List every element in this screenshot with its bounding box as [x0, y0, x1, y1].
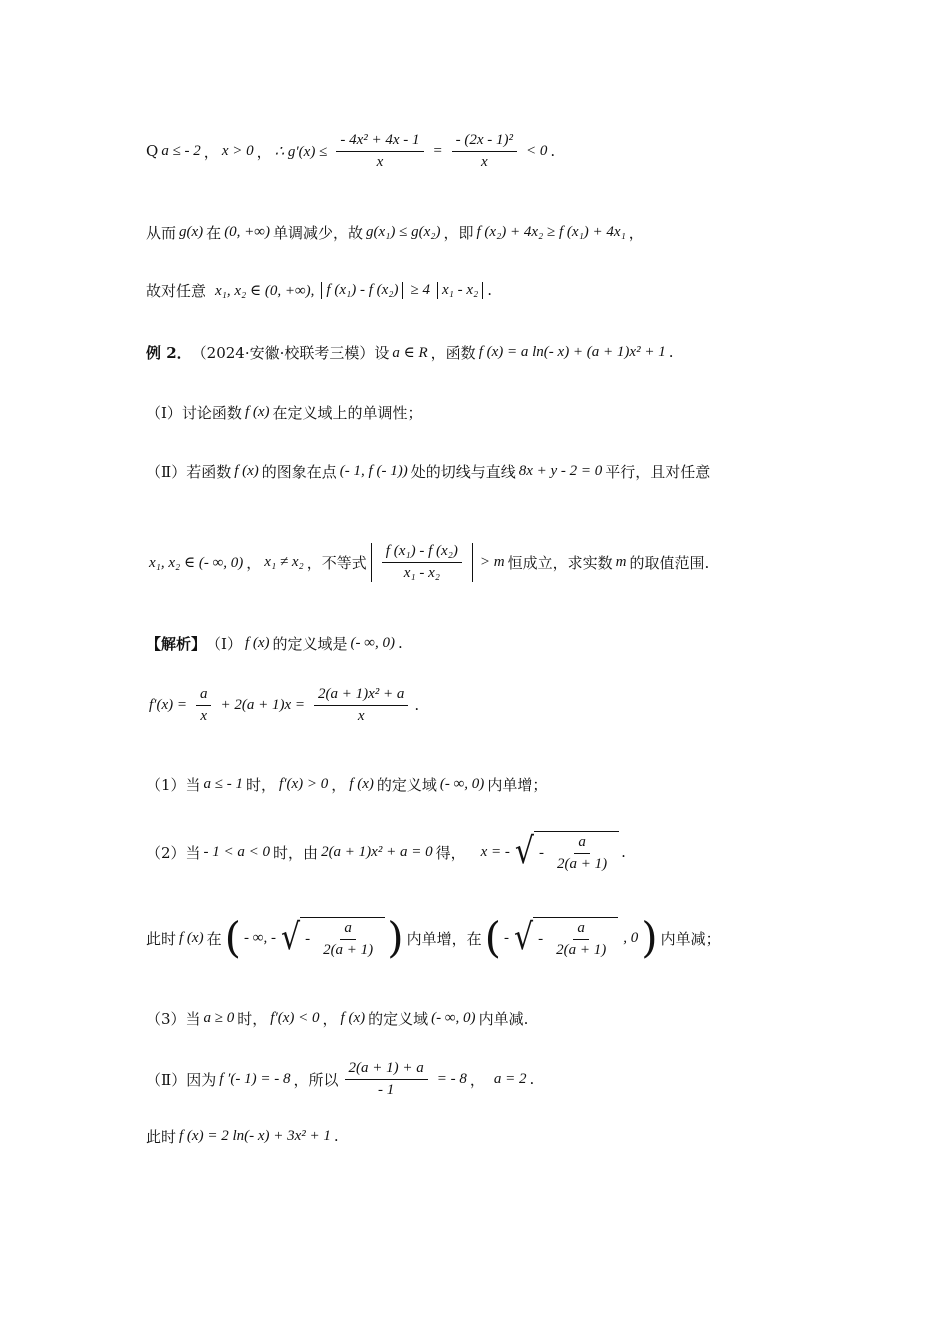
math-m: m [615, 553, 627, 570]
interval-increasing: ( - ∞, - √ - $\frac{a}{2(a + 1)}$ ) [224, 913, 404, 962]
because-symbol: Q [146, 142, 159, 160]
fraction [379, 543, 465, 582]
fraction [316, 920, 380, 959]
text: 内单减； [660, 929, 721, 948]
abs-fraction [371, 543, 473, 582]
text: 得， [435, 843, 466, 862]
text: （2）当 [146, 843, 201, 862]
example-label: 例 2． [146, 343, 192, 362]
fraction [550, 834, 614, 873]
line-7 [146, 534, 910, 590]
text: 的取值范围. [629, 553, 710, 572]
math-f-x: f (x) [244, 634, 270, 651]
math-domain: (- ∞, 0) [431, 1009, 476, 1026]
text: ， [322, 1009, 338, 1028]
math-f-x: f (x) [234, 462, 259, 479]
math-condition: a ≤ - 1 [203, 775, 244, 792]
math-derivative: f′(x) = [149, 696, 187, 713]
period: . [487, 281, 492, 299]
fraction-denominator: x [200, 707, 208, 724]
text: ，即 [443, 223, 474, 242]
text: 内单减. [478, 1009, 529, 1028]
text: 单调减少，故 [273, 223, 364, 242]
math-interval: (0, +∞) [224, 223, 270, 240]
sqrt-expr: √ - $\frac{a}{2(a + 1)}$ [281, 917, 385, 959]
fraction [342, 1060, 431, 1099]
text: ， [331, 775, 347, 794]
text: ，函数 [430, 343, 476, 362]
period: . [529, 1070, 535, 1088]
text: ，不等式 [306, 553, 367, 572]
text: 从而 [146, 223, 177, 242]
interval-start: - ∞, - [244, 929, 276, 946]
math-domain: x₁, x₂ ∈ (0, +∞), [215, 282, 315, 299]
math-equals: = - 8 [436, 1070, 467, 1087]
fraction [549, 920, 613, 959]
condition-x: x > 0 [221, 142, 254, 159]
math-f-x: f (x) [349, 775, 374, 792]
fraction-denominator: x₁ - x₂ [403, 564, 440, 581]
interval-end: , 0 [623, 929, 639, 946]
equals-sign: = [432, 142, 443, 159]
period: . [668, 343, 674, 361]
math-derivative-sign: f′(x) < 0 [270, 1009, 320, 1026]
text: （1）当 [146, 775, 201, 794]
line-10 [146, 766, 910, 802]
math-geq: ≥ 4 [410, 281, 430, 298]
math-x-equals: x = - [480, 843, 510, 860]
fraction-numerator: - 4x² + 4x - 1 [336, 132, 423, 152]
text: ， [469, 1070, 485, 1089]
fraction-numerator: f (x₁) - f (x₂) [382, 543, 462, 563]
fraction-numerator: 2(a + 1) + a [345, 1060, 428, 1080]
text: 的定义域 [376, 775, 437, 794]
fraction-1 [193, 686, 215, 725]
math-abs-diff-f: f (x₁) - f (x₂) [321, 282, 403, 299]
math-not-equal: x₁ ≠ x₂ [264, 553, 304, 570]
text: 内单增，在 [406, 929, 482, 948]
fraction-numerator: a [340, 920, 356, 940]
text: 的图象在点 [261, 462, 337, 481]
separator: ， [256, 142, 272, 161]
math-inequality: g(x₁) ≤ g(x₂) [366, 223, 441, 240]
therefore-expr: ∴ g′(x) ≤ [274, 143, 328, 160]
math-abs-diff-x: x₁ - x₂ [437, 282, 483, 299]
condition-a: a ≤ - 2 [161, 142, 201, 159]
line-5 [146, 396, 910, 428]
text: （Ⅱ）因为 [146, 1070, 217, 1089]
math-g-x: g(x) [179, 223, 204, 240]
fraction-2 [449, 132, 520, 171]
text: 在 [206, 223, 222, 242]
period: . [621, 843, 626, 861]
line-4 [146, 336, 910, 368]
math-a-value: a = 2 [493, 1070, 527, 1087]
fraction-numerator: a [573, 920, 589, 940]
math-domain: (- ∞, 0) [350, 634, 395, 651]
text: （2024·安徽·校联考三模）设 [191, 343, 390, 362]
interval-decreasing: ( - √ - $\frac{a}{2(a + 1)}$ , 0 ) [484, 913, 658, 962]
text: 的定义域 [368, 1009, 429, 1028]
text: 时， [246, 775, 277, 794]
math-domain: (- ∞, 0) [439, 775, 485, 792]
line-14 [146, 1054, 910, 1104]
line-2 [146, 214, 910, 250]
text: 内单增； [487, 775, 548, 794]
math-a-in-r: a ∈ R [392, 344, 428, 361]
math-gt-m: > m [479, 553, 505, 570]
math-equation: 2(a + 1)x² + a = 0 [321, 843, 433, 860]
inequality-tail: < 0 [526, 142, 548, 159]
math-point: (- 1, f (- 1)) [339, 462, 408, 479]
text: （Ⅰ） [206, 634, 242, 653]
fraction-denominator: x [376, 153, 384, 170]
text: 在 [206, 929, 222, 948]
line-12 [146, 906, 910, 970]
text: （Ⅰ）讨论函数 [146, 403, 242, 422]
fraction-denominator: 2(a + 1) [323, 942, 374, 958]
math-condition: a ≥ 0 [203, 1009, 235, 1026]
math-derivative-value: f ′(- 1) = - 8 [219, 1070, 291, 1087]
math-condition: - 1 < a < 0 [203, 843, 271, 860]
line-11 [146, 826, 910, 878]
math-function-result: f (x) = 2 ln(- x) + 3x² + 1 [179, 1127, 331, 1144]
fraction-denominator: 2(a + 1) [556, 942, 607, 958]
separator: ， [203, 142, 219, 161]
fraction-denominator: 2(a + 1) [557, 856, 608, 872]
text: （Ⅱ）若函数 [146, 462, 232, 481]
math-f-x: f (x) [179, 929, 204, 946]
fraction-denominator: x [481, 153, 488, 170]
sqrt-expr: √ - $\frac{a}{2(a + 1)}$ [515, 831, 619, 873]
text: ，所以 [293, 1070, 339, 1089]
text: （3）当 [146, 1009, 201, 1028]
text: 在定义域上的单调性； [272, 403, 423, 422]
line-1 [146, 128, 910, 174]
minus-sign: - [503, 929, 509, 946]
minus-sign: - [538, 931, 544, 947]
math-derivative-sign: f′(x) > 0 [279, 775, 329, 792]
text: 处的切线与直线 [410, 462, 516, 481]
line-3 [146, 272, 910, 308]
analysis-label: 【解析】 [146, 634, 207, 653]
line-9 [146, 680, 910, 730]
text: 的定义域是 [272, 634, 348, 653]
text: ， [246, 553, 262, 572]
text: 时， [237, 1009, 268, 1028]
math-domain: x₁, x₂ ∈ (- ∞, 0) [149, 554, 244, 571]
text: ， [628, 223, 644, 242]
period: . [333, 1127, 339, 1145]
fraction-numerator: a [196, 686, 212, 706]
fraction-1 [333, 132, 426, 171]
fraction-numerator: a [574, 834, 590, 854]
text: 时，由 [273, 843, 319, 862]
fraction-denominator: - 1 [378, 1081, 395, 1098]
fraction-2 [311, 686, 411, 725]
text: 恒成立，求实数 [507, 553, 613, 572]
math-f-x: f (x) [244, 403, 270, 420]
minus-sign: - [539, 845, 544, 861]
fraction-numerator: 2(a + 1)x² + a [314, 686, 408, 706]
line-13 [146, 1000, 910, 1036]
minus-sign: - [305, 931, 311, 947]
fraction-numerator: - (2x - 1)² [452, 132, 517, 152]
line-6 [146, 454, 910, 488]
text: 此时 [146, 929, 177, 948]
math-line-eq: 8x + y - 2 = 0 [518, 462, 603, 479]
text: 平行，且对任意 [605, 462, 711, 481]
math-function-def: f (x) = a ln(- x) + (a + 1)x² + 1 [478, 343, 666, 360]
period: . [414, 696, 420, 714]
line-8 [146, 626, 910, 660]
math-expr: + 2(a + 1)x = [220, 696, 305, 713]
text: 此时 [146, 1127, 177, 1146]
fraction-denominator: x [357, 707, 365, 724]
math-inequality: f (x₂) + 4x₂ ≥ f (x₁) + 4x₁ [476, 223, 626, 240]
line-15 [146, 1118, 910, 1154]
text: 故对任意 [146, 281, 207, 300]
period: . [550, 142, 556, 160]
period: . [397, 634, 403, 652]
sqrt-expr: √ - $\frac{a}{2(a + 1)}$ [514, 917, 618, 959]
math-f-x: f (x) [340, 1009, 366, 1026]
